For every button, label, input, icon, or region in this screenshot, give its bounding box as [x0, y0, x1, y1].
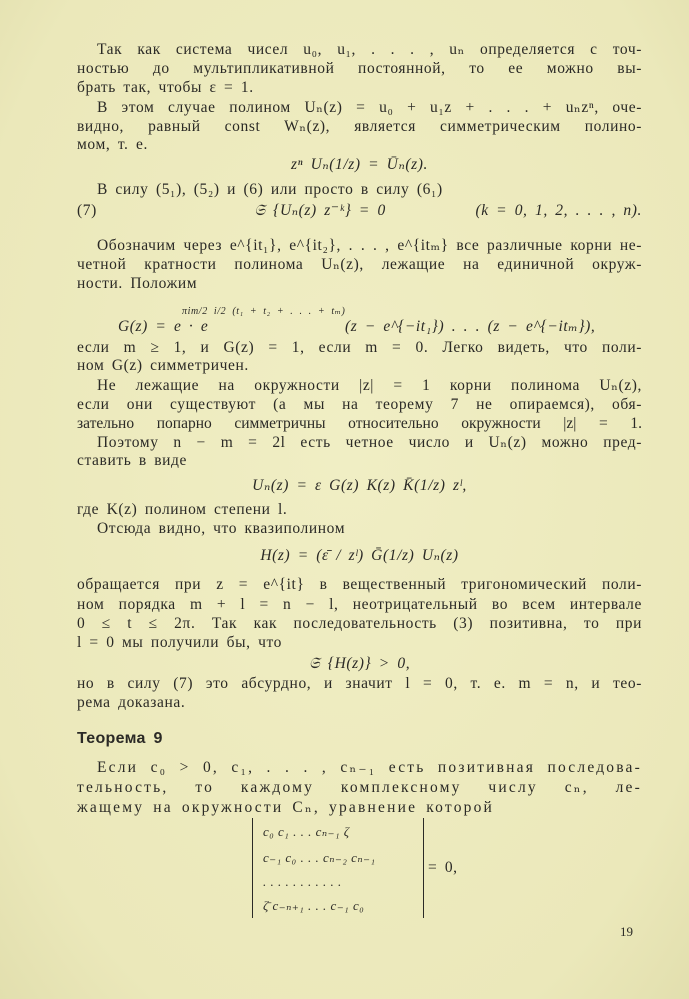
text-line: Поэтому n − m = 2l есть четное число и Uₙ(z) можно пред- — [97, 434, 642, 451]
text-line: видно, равный const Wₙ(z), является симметрическим полино- — [77, 118, 642, 135]
text-line: где K(z) полином степени l. — [77, 501, 288, 518]
text-line: ности. Положим — [77, 275, 198, 292]
display-equation: zⁿ Uₙ(1/z) = Ūₙ(z). — [291, 156, 428, 173]
theorem-line: жащему на окружности Cₙ, уравнение которой — [77, 799, 495, 816]
text-line: ставить в виде — [77, 452, 188, 469]
text-line: Обозначим через e^{it₁}, e^{it₂}, . . . , e^{itₘ} все различные корни не- — [97, 237, 642, 254]
text-line: мом, т. е. — [77, 136, 148, 153]
page-number: 19 — [620, 924, 633, 939]
display-equation: 𝔖 {Uₙ(z) z⁻ᵏ} = 0 — [254, 202, 386, 219]
text-line: Отсюда видно, что квазиполином — [97, 520, 346, 537]
text-line: четной кратности полинома Uₙ(z), лежащие на единичной окруж- — [77, 256, 642, 273]
text-line: зательно попарно симметричны относительно окружности |z| = 1. — [77, 415, 642, 432]
text-line: Не лежащие на окружности |z| = 1 корни полинома Uₙ(z), — [97, 377, 642, 394]
determinant-row: ζ̄ c₋ₙ₊₁ . . . c₋₁ c₀ — [263, 898, 365, 913]
text-line: ном порядка m + l = n − l, неотрицательный во всем интервале — [77, 596, 642, 613]
display-equation: 𝔖 {H(z)} > 0, — [308, 655, 411, 672]
text-line: l = 0 мы получили бы, что — [77, 634, 283, 651]
text-line: брать так, чтобы ε = 1. — [77, 79, 254, 96]
display-equation: Uₙ(z) = ε G(z) K(z) K̄(1/z) zˡ, — [252, 477, 467, 494]
text-line: если m ≥ 1, и G(z) = 1, если m = 0. Легко видеть, что поли- — [77, 339, 642, 356]
text-line: 0 ≤ t ≤ 2π. Так как последовательность (3) позитивна, то при — [77, 615, 642, 632]
display-equation: H(z) = (ε̄ / zˡ) Ḡ(1/z) Uₙ(z) — [260, 547, 459, 564]
text-line: Так как система чисел u₀, u₁, . . . , uₙ определяется с точ- — [97, 41, 642, 58]
theorem-heading: Теорема 9 — [77, 730, 163, 747]
determinant-row: c₀ c₁ . . . cₙ₋₁ ζ — [263, 824, 350, 839]
text-line: В силу (5₁), (5₂) и (6) или просто в силу (6₁) — [97, 181, 443, 198]
text-line: ностью до мультипликативной постоянной, то ее можно вы- — [77, 60, 642, 77]
text-line: рема доказана. — [77, 694, 186, 711]
determinant-rhs: = 0, — [428, 859, 458, 876]
text-line: если они существуют (а мы на теорему 7 не опираемся), обя- — [77, 396, 642, 413]
equation-condition: (k = 0, 1, 2, . . . , n). — [475, 202, 642, 219]
text-line: В этом случае полином Uₙ(z) = u₀ + u₁z + . . . + uₙzⁿ, оче- — [97, 99, 642, 116]
determinant-row: . . . . . . . . . . . — [263, 874, 342, 889]
determinant — [252, 818, 424, 918]
display-equation-tail: (z − e^{−it₁}) . . . (z − e^{−itₘ}), — [345, 318, 596, 335]
text-line: обращается при z = e^{it} в вещественный тригономический поли- — [77, 576, 642, 593]
display-equation: G(z) = e · e — [118, 318, 209, 335]
text-line: ном G(z) симметричен. — [77, 357, 249, 374]
theorem-line: Если c₀ > 0, c₁, . . . , cₙ₋₁ есть позитивная последова- — [97, 759, 642, 776]
exponent-text: πim/2 i/2 (t₁ + t₂ + . . . + tₘ) — [182, 306, 346, 317]
theorem-line: тельность, то каждому комплексному числу cₙ, ле- — [77, 779, 642, 796]
determinant-row: c₋₁ c₀ . . . cₙ₋₂ cₙ₋₁ — [263, 850, 376, 865]
text-line: но в силу (7) это абсурдно, и значит l = 0, т. е. m = n, и тео- — [77, 675, 642, 692]
equation-number: (7) — [77, 202, 97, 219]
